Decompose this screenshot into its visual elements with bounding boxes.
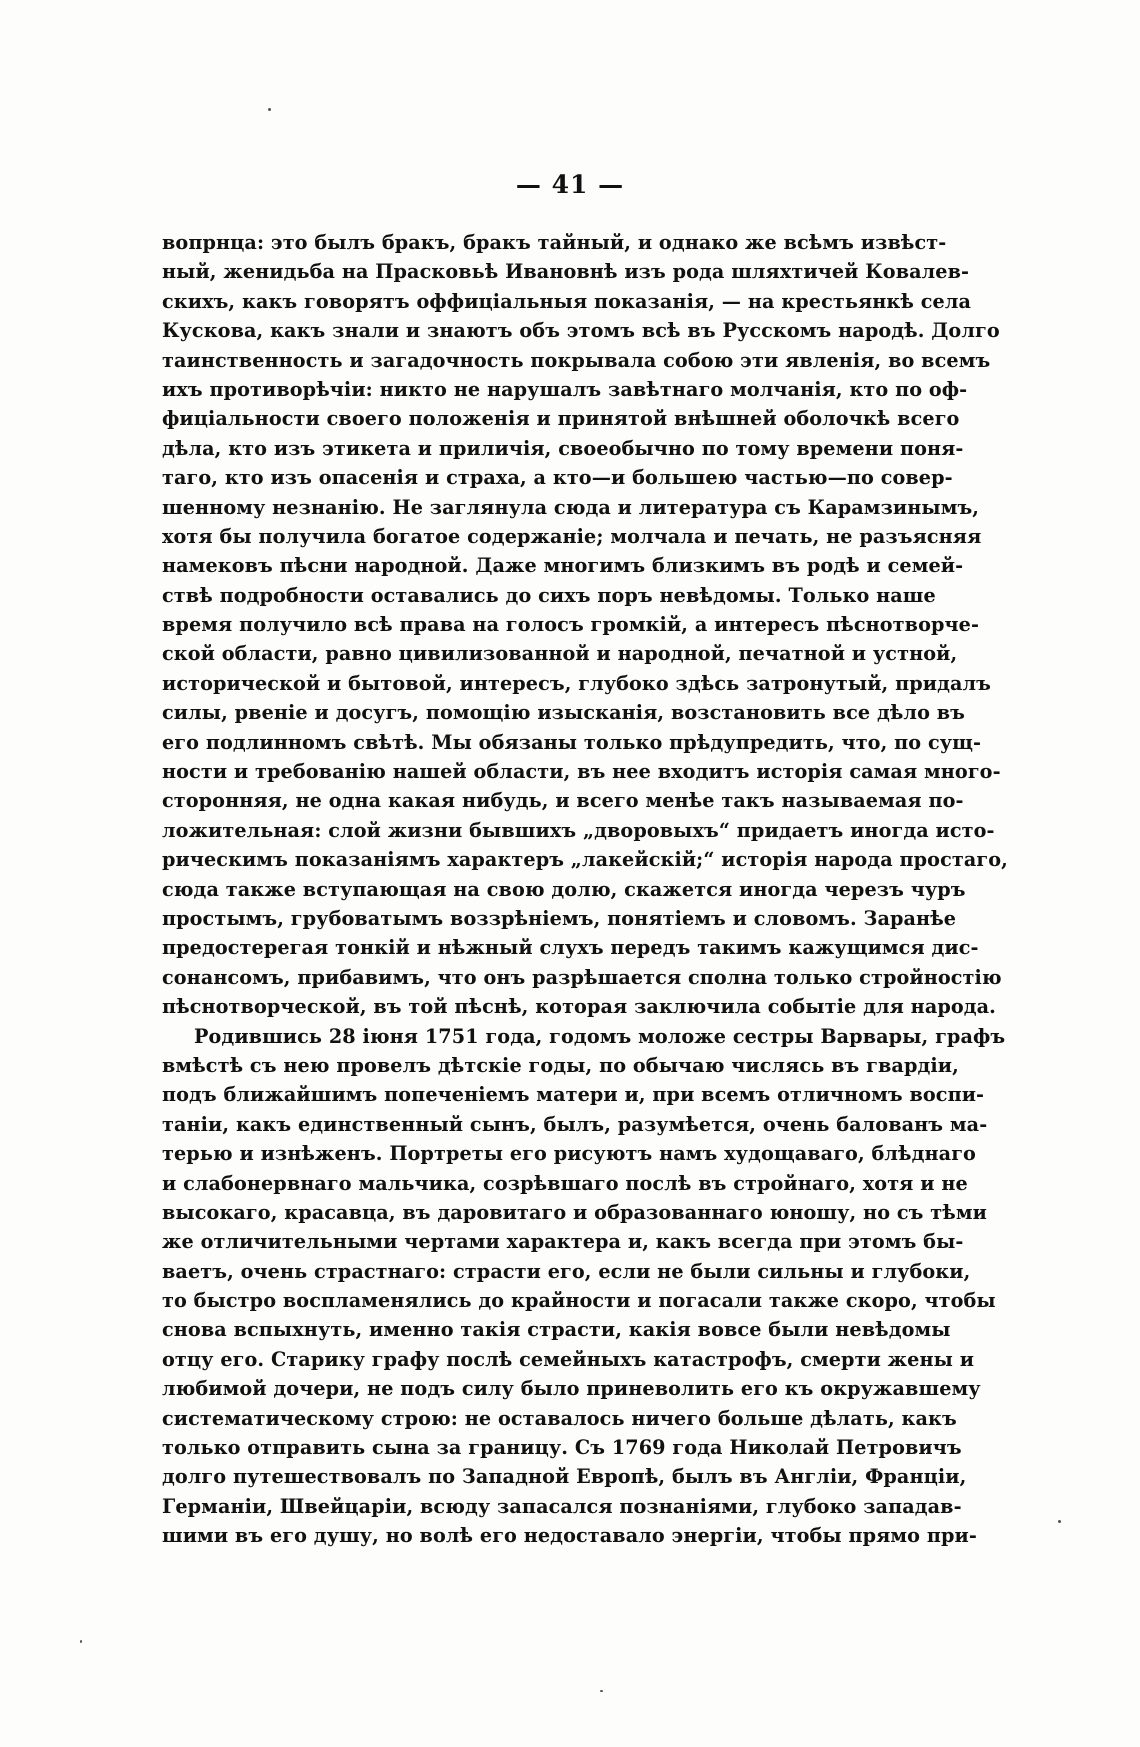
text-line: исторической и бытовой, интересъ, глубоко здѣсь затронутый, придалъ <box>162 671 991 695</box>
text-line: ложительная: слой жизни бывшихъ „дворовыхъ“ придаетъ иногда исто- <box>162 818 995 842</box>
text-line: то быстро воспламенялись до крайности и погасали также скоро, чтобы <box>162 1289 996 1313</box>
text-line: ствѣ подробности оставались до сихъ поръ невѣдомы. Только наше <box>162 583 936 607</box>
text-line: терью и изнѣженъ. Портреты его рисуютъ намъ худощаваго, блѣднаго <box>162 1142 976 1166</box>
text-line: отцу его. Старику графу послѣ семейныхъ катастрофъ, смерти жены и <box>162 1347 975 1371</box>
text-line: предостерегая тонкій и нѣжный слухъ передъ такимъ кажущимся дис- <box>162 936 979 960</box>
text-line: Кускова, какъ знали и знаютъ объ этомъ всѣ въ Русскомъ народѣ. Долго <box>162 319 1000 343</box>
text-line: только отправить сына за границу. Съ 1769 года Николай Петровичъ <box>162 1436 962 1460</box>
text-line: долго путешествовалъ по Западной Европѣ, былъ въ Англіи, Франціи, <box>162 1465 967 1489</box>
text-line: пѣснотворческой, въ той пѣснѣ, которая заключила событіе для народа. <box>162 995 996 1019</box>
text-line: скихъ, какъ говорятъ оффиціальныя показанія, — на крестьянкѣ села <box>162 289 971 313</box>
text-line: снова вспыхнуть, именно такія страсти, какія вовсе были невѣдомы <box>162 1318 951 1342</box>
text-line: ваетъ, очень страстнаго: страсти его, если не были сильны и глубоки, <box>162 1259 971 1283</box>
text-line: ный, женидьба на Прасковьѣ Ивановнѣ изъ рода шляхтичей Ковалев- <box>162 260 970 284</box>
text-line: ской области, равно цивилизованной и народной, печатной и устной, <box>162 642 958 666</box>
text-line: время получило всѣ права на голосъ громкій, а интересъ пѣснотворче- <box>162 613 980 637</box>
text-line: таго, кто изъ опасенія и страха, а кто—и большею частью—по совер- <box>162 466 953 490</box>
scan-speck <box>1058 1520 1061 1523</box>
text-line: его подлинномъ свѣтѣ. Мы обязаны только прѣдупредить, что, по сущ- <box>162 730 982 754</box>
scan-speck <box>268 108 271 111</box>
text-line: систематическому строю: не оставалось ничего больше дѣлать, какъ <box>162 1406 957 1430</box>
text-line: простымъ, грубоватымъ воззрѣніемъ, понятіемъ и словомъ. Заранѣе <box>162 906 957 930</box>
text-line: же отличительными чертами характера и, какъ всегда при этомъ бы- <box>162 1230 964 1254</box>
text-line: таинственность и загадочность покрывала собою эти явленія, во всемъ <box>162 348 991 372</box>
text-line: Германіи, Швейцаріи, всюду запасался познаніями, глубоко западав- <box>162 1494 962 1518</box>
text-line: сонансомъ, прибавимъ, что онъ разрѣшается сполна только стройностію <box>162 965 1002 989</box>
text-line: Родившись 28 іюня 1751 года, годомъ моложе сестры Варвары, графъ <box>194 1024 1006 1048</box>
text-line: шенному незнанію. Не заглянула сюда и литература съ Карамзинымъ, <box>162 495 980 519</box>
text-line: подъ ближайшимъ попеченіемъ матери и, при всемъ отличномъ воспи- <box>162 1083 985 1107</box>
text-line: вопрнца: это былъ бракъ, бракъ тайный, и однако же всѣмъ извѣст- <box>162 231 947 254</box>
text-line: ности и требованію нашей области, въ нее входитъ исторія самая много- <box>162 760 1001 784</box>
text-line: намековъ пѣсни народной. Даже многимъ близкимъ въ родѣ и семей- <box>162 554 964 578</box>
text-line: фиціальности своего положенія и принятой внѣшней оболочкѣ всего <box>162 407 960 431</box>
text-line: сторонняя, не одна какая нибудь, и всего менѣе такъ называемая по- <box>162 789 964 813</box>
text-line: силы, рвеніе и досугъ, помощію изысканія, возстановить все дѣло въ <box>162 701 965 725</box>
text-line: вмѣстѣ съ нею провелъ дѣтскіе годы, по обычаю числясь въ гвардіи, <box>162 1053 959 1077</box>
paragraph-2 <box>162 1022 1006 1551</box>
page-number: — 41 — <box>515 170 625 199</box>
text-line: ихъ противорѣчіи: никто не нарушалъ завѣтнаго молчанія, кто по оф- <box>162 377 968 401</box>
text-line: и слабонервнаго мальчика, созрѣвшаго послѣ въ стройнаго, хотя и не <box>162 1171 968 1195</box>
text-line: рическимъ показаніямъ характеръ „лакейскій;“ исторія народа простаго, <box>162 848 1008 872</box>
text-line: хотя бы получила богатое содержаніе; молчала и печать, не разъясняя <box>162 524 982 548</box>
scan-speck <box>600 1690 603 1692</box>
paragraph-1 <box>162 228 1008 1022</box>
text-line: дѣла, кто изъ этикета и приличія, своеобычно по тому времени поня- <box>162 436 964 460</box>
text-line: сюда также вступающая на свою долю, скажется иногда черезъ чуръ <box>162 877 966 901</box>
text-line: высокаго, красавца, въ даровитаго и образованнаго юношу, но съ тѣми <box>162 1200 987 1224</box>
scan-speck <box>80 1640 82 1643</box>
text-line: шими въ его душу, но волѣ его недоставало энергіи, чтобы прямо при- <box>162 1524 977 1548</box>
body-text <box>162 228 1008 1551</box>
text-line: любимой дочери, не подъ силу было приневолить его къ окружавшему <box>162 1377 981 1401</box>
text-line: таніи, какъ единственный сынъ, былъ, разумѣется, очень балованъ ма- <box>162 1112 988 1136</box>
